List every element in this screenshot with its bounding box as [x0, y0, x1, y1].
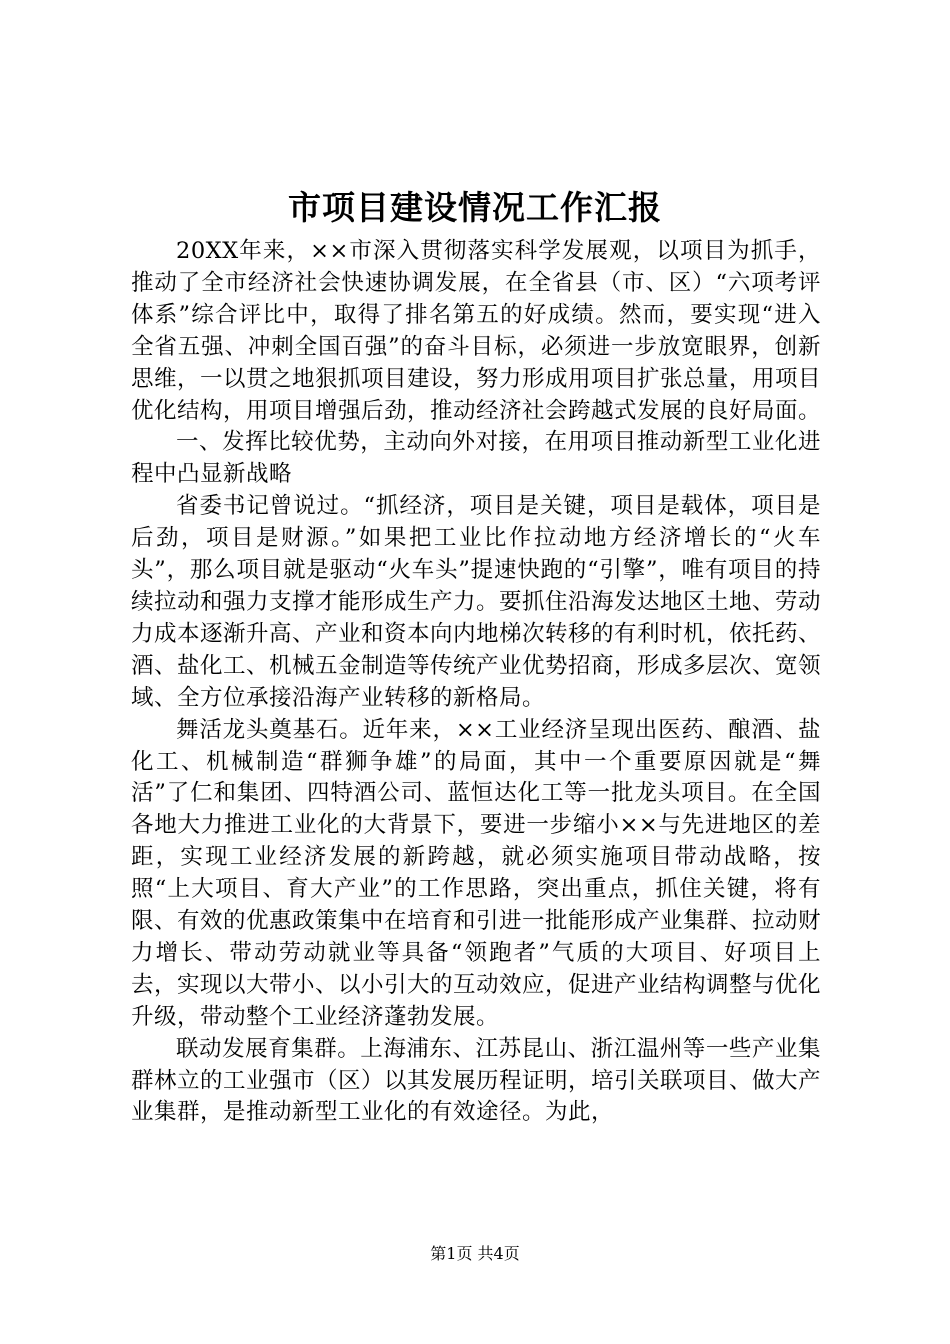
document-title: 市项目建设情况工作汇报	[288, 188, 662, 227]
page-number-footer: 第1页 共4页	[430, 1244, 520, 1263]
paragraph-cluster: 联动发展育集群。上海浦东、江苏昆山、浙江温州等一些产业集群林立的工业强市（区）以其发展历程证明，培引关联项目、做大产业集群，是推动新型工业化的有效途径。为此，	[131, 1035, 822, 1126]
paragraph-intro: 20XX年来，××市深入贯彻落实科学发展观，以项目为抓手，推动了全市经济社会快速协调发展，在全省县（市、区）“六项考评体系”综合评比中，取得了排名第五的好成绩。然而，要实现“进入全省五强、冲刺全国百强”的奋斗目标，必须进一步放宽眼界，创新思维，一以贯之地狠抓项目建设，努力形成用项目扩张总量，用项目优化结构，用项目增强后劲，推动经济社会跨越式发展的良好局面。	[131, 238, 822, 424]
section-heading-1: 一、发挥比较优势，主动向外对接，在用项目推动新型工业化进程中凸显新战略	[131, 429, 821, 488]
document-body	[131, 236, 821, 1129]
paragraph-quote: 省委书记曾说过。“抓经济，项目是关键，项目是载体，项目是后劲，项目是财源。”如果把工业比作拉动地方经济增长的“火车头”，那么项目就是驱动“火车头”提速快跑的“引擎”，唯有项目的持续拉动和强力支撑才能形成生产力。要抓住沿海发达地区土地、劳动力成本逐渐升高、产业和资本向内地梯次转移的有利时机，依托药、酒、盐化工、机械五金制造等传统产业优势招商，形成多层次、宽领域、全方位承接沿海产业转移的新格局。	[131, 493, 822, 711]
paragraph-dragon-head: 舞活龙头奠基石。近年来，××工业经济呈现出医药、酿酒、盐化工、机械制造“群狮争雄”的局面，其中一个重要原因就是“舞活”了仁和集团、四特酒公司、蓝恒达化工等一批龙头项目。在全国各地大力推进工业化的大背景下，要进一步缩小××与先进地区的差距，实现工业经济发展的新跨越，就必须实施项目带动战略，按照“上大项目、育大产业”的工作思路，突出重点，抓住关键，将有限、有效的优惠政策集中在培育和引进一批能形成产业集群、拉动财力增长、带动劳动就业等具备“领跑者”气质的大项目、好项目上去，实现以大带小、以小引大的互动效应，促进产业结构调整与优化升级，带动整个工业经济蓬勃发展。	[131, 716, 822, 1030]
